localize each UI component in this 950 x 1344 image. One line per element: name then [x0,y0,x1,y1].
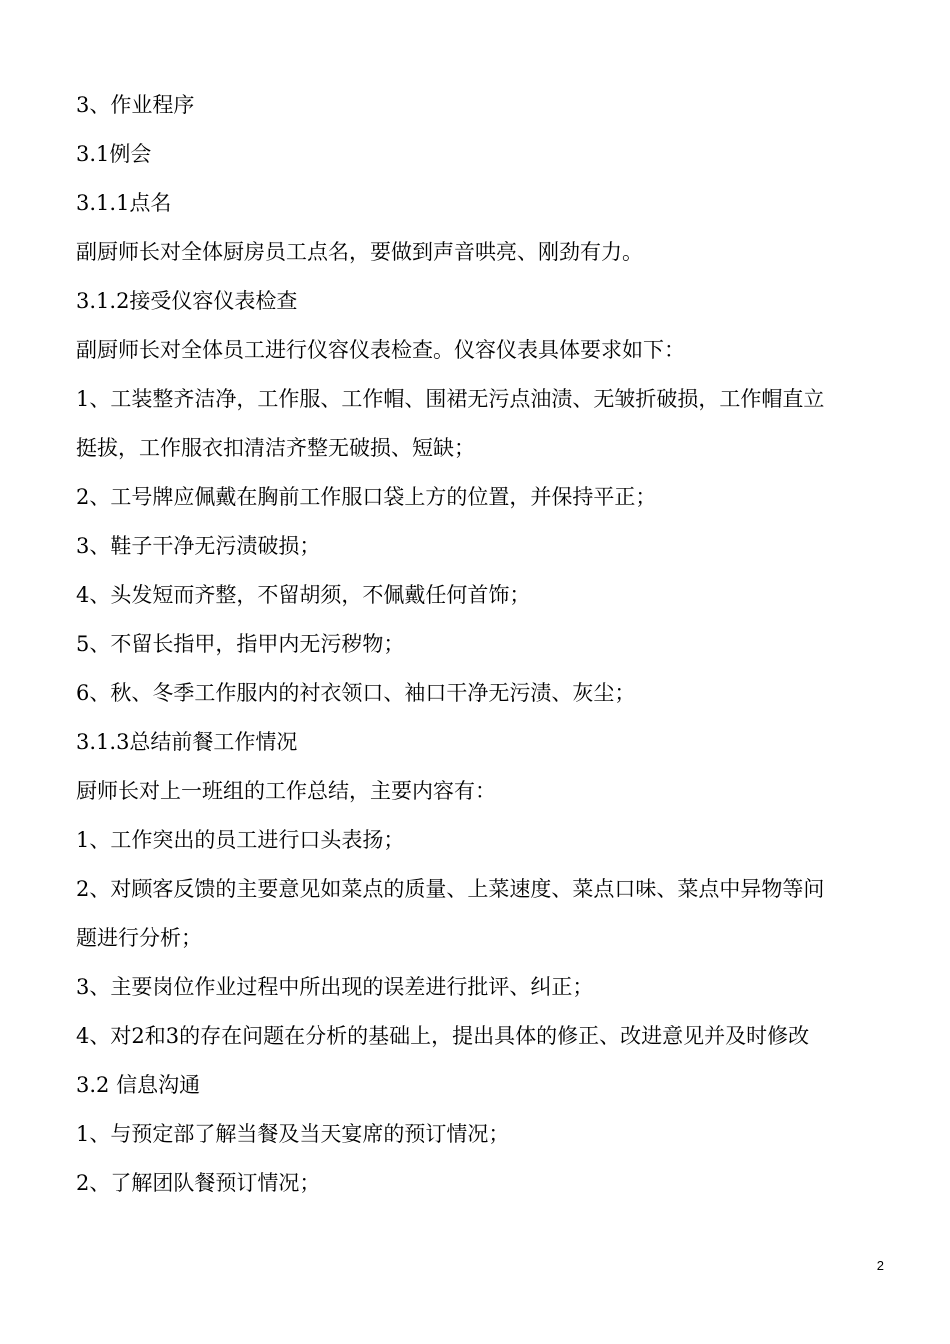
list-item: 1、与预定部了解当餐及当天宴席的预订情况； [76,1122,510,1146]
list-item: 1、工装整齐洁净，工作服、工作帽、围裙无污点油渍、无皱折破损，工作帽直立 [76,387,825,411]
heading-appearance-check: 3.1.2接受仪容仪表检查 [76,289,298,313]
paragraph-line: 副厨师长对全体厨房员工点名，要做到声音哄亮、刚劲有力。 [76,240,643,264]
list-item: 5、不留长指甲，指甲内无污秽物； [76,632,405,656]
paragraph-line: 副厨师长对全体员工进行仪容仪表检查。仪容仪表具体要求如下： [76,338,685,362]
list-item: 1、工作突出的员工进行口头表扬； [76,828,405,852]
heading-operating-procedure: 3、作业程序 [76,93,195,117]
document-body [76,91,876,1218]
paragraph-line: 厨师长对上一班组的工作总结，主要内容有： [76,779,496,803]
heading-summary: 3.1.3总结前餐工作情况 [76,730,298,754]
list-item: 4、头发短而齐整，不留胡须，不佩戴任何首饰； [76,583,531,607]
list-item-continuation: 挺拔，工作服衣扣清洁齐整无破损、短缺； [76,436,475,460]
heading-roll-call: 3.1.1点名 [76,191,172,215]
list-item: 2、对顾客反馈的主要意见如菜点的质量、上菜速度、菜点口味、菜点中异物等问 [76,877,825,901]
list-item: 4、对2和3的存在问题在分析的基础上，提出具体的修正、改进意见并及时修改 [76,1024,810,1048]
list-item: 6、秋、冬季工作服内的衬衣领口、袖口干净无污渍、灰尘； [76,681,636,705]
list-item: 2、了解团队餐预订情况； [76,1171,321,1195]
list-item: 3、主要岗位作业过程中所出现的误差进行批评、纠正； [76,975,594,999]
heading-information-communication: 3.2 信息沟通 [76,1073,201,1097]
heading-meeting: 3.1例会 [76,142,152,166]
list-item: 2、工号牌应佩戴在胸前工作服口袋上方的位置，并保持平正； [76,485,657,509]
list-item: 3、鞋子干净无污渍破损； [76,534,321,558]
list-item-continuation: 题进行分析； [76,926,202,950]
page-number: 2 [876,1258,884,1273]
